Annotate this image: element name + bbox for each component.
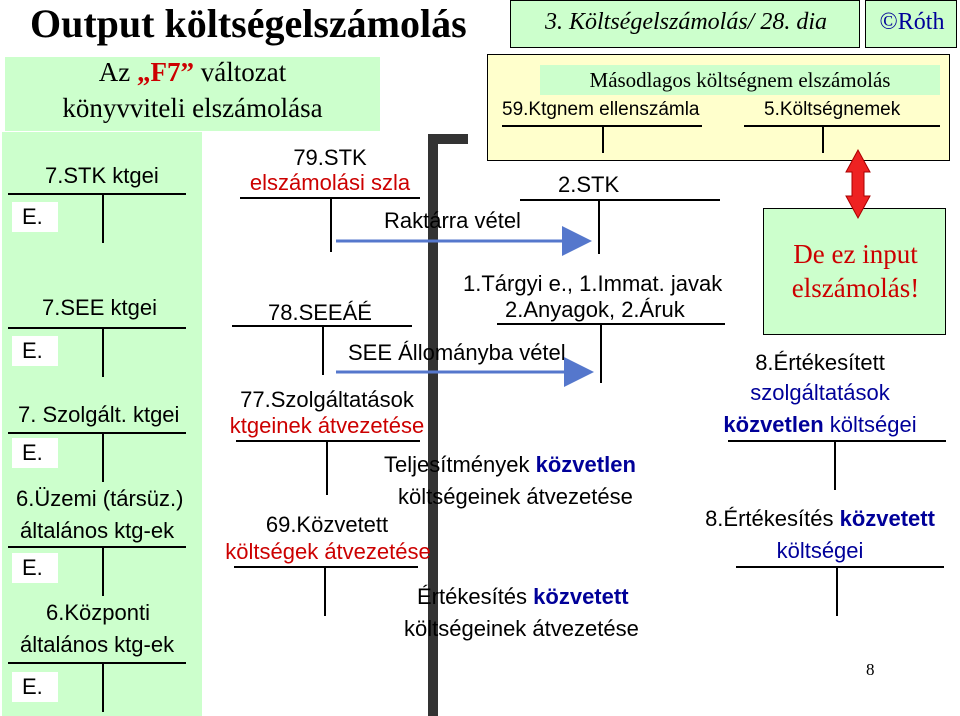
account-8-indirect-label: költségei — [776, 538, 864, 563]
subtitle-suffix: változat — [194, 57, 287, 87]
contra-account-59: 59.Ktgnem ellenszámla — [502, 99, 700, 120]
account-stk-costs: 7.STK ktgei — [45, 163, 159, 188]
subtitle-prefix: Az — [98, 57, 137, 87]
secondary-cost-title: Másodlagos költségnem elszámolás — [540, 65, 940, 95]
flow-indirect-keyword: közvetett — [533, 584, 629, 609]
account-plant-overhead-2: általános ktg-ek — [20, 518, 175, 543]
account-service-costs: 7. Szolgált. ktgei — [18, 402, 180, 427]
input-note-line2: elszámolás! — [791, 273, 920, 303]
indirect-keyword: közvetett — [839, 506, 935, 531]
direct-costs-suffix: költségei — [823, 412, 917, 437]
indirect-prefix: 8.Értékesítés — [705, 506, 840, 531]
flow-indirect-prefix: Értékesítés — [417, 584, 534, 609]
account-77-number: 77.Szolgáltatások — [240, 387, 414, 412]
subtitle-line2: könyvviteli elszámolása — [62, 93, 323, 123]
flow-direct-costs-line2: költségeinek átvezetése — [398, 484, 633, 509]
page-number: 8 — [866, 660, 875, 679]
subtitle-variant: „F7” — [137, 57, 194, 87]
account-see-costs: 7.SEE ktgei — [42, 295, 157, 320]
input-note-line1: De ez input — [793, 239, 918, 269]
account-2-stk: 2.STK — [558, 172, 620, 197]
debit-label: E. — [12, 202, 58, 232]
account-79-number: 79.STK — [293, 145, 367, 170]
secondary-cost-double-arrow — [846, 150, 870, 218]
account-8-services-label: szolgáltatások — [750, 380, 890, 405]
debit-label: E. — [12, 438, 58, 468]
flow-direct-prefix: Teljesítmények — [384, 452, 536, 477]
account-central-overhead-2: általános ktg-ek — [20, 632, 175, 657]
direct-keyword: közvetlen — [723, 412, 824, 437]
flow-to-warehouse: Raktárra vétel — [384, 208, 521, 233]
cost-types-account-5: 5.Költségnemek — [764, 99, 901, 120]
account-fixed-assets: 1.Tárgyi e., 1.Immat. javak — [463, 271, 723, 296]
account-78-label: 78.SEEÁÉ — [268, 300, 372, 325]
slide-reference: 3. Költségelszámolás/ 28. dia — [544, 9, 827, 35]
account-materials-goods: 2.Anyagok, 2.Áruk — [505, 297, 685, 322]
flow-indirect-costs-line2: költségeinek átvezetése — [404, 616, 639, 641]
page-title: Output költségelszámolás — [30, 1, 467, 46]
flow-see-stock: SEE Állományba vétel — [348, 340, 566, 365]
account-69-name: költségek átvezetése — [225, 539, 431, 564]
debit-label: E. — [12, 336, 58, 366]
account-77-name: ktgeinek átvezetése — [229, 413, 425, 438]
account-plant-overhead-1: 6.Üzemi (társüz.) — [16, 486, 184, 511]
author-label: ©Róth — [879, 9, 945, 35]
flow-direct-keyword: közvetlen — [535, 452, 636, 477]
debit-label: E. — [12, 553, 58, 583]
account-69-number: 69.Közvetett — [265, 512, 389, 537]
account-central-overhead-1: 6.Központi — [46, 600, 150, 625]
account-8-sold-services: 8.Értékesített — [755, 350, 885, 375]
account-79-name: elszámolási szla — [249, 170, 411, 195]
debit-label: E. — [12, 672, 58, 702]
